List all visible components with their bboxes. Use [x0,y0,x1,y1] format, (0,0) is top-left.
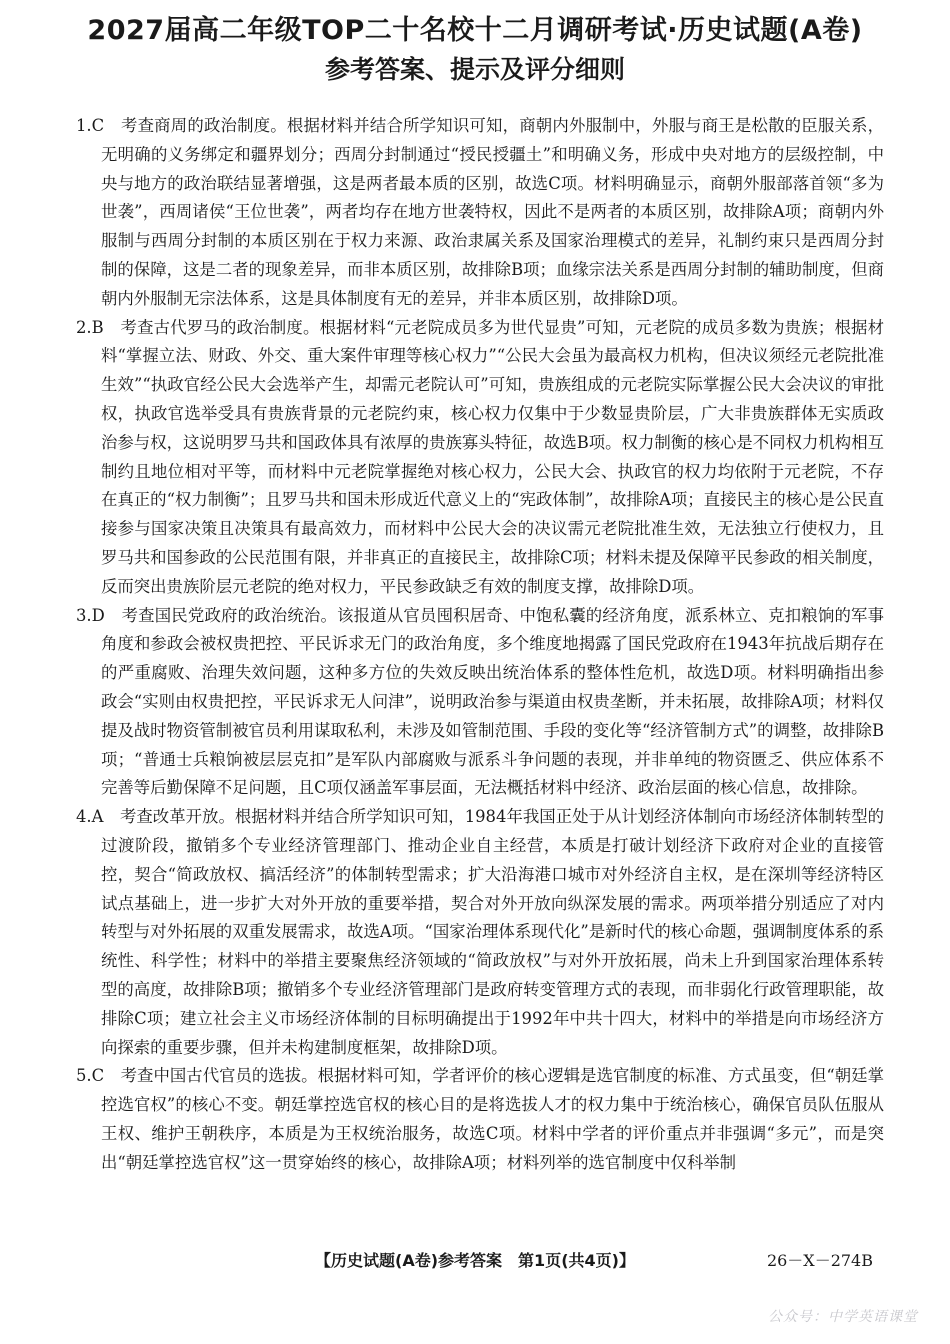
answer-topic: 考查改革开放。 [119,807,235,827]
answer-list [76,112,884,1177]
watermark: 公众号：中学英语课堂 [768,1309,918,1325]
answer-explanation: 根据材料并结合所学知识可知，商朝内外服制中，外服与商王是松散的臣服关系，无明确的义务绑定和疆界划分；西周分封制通过“授民授疆土”和明确义务，形成中央对地方的层级控制，中央与地方的政治联结显著增强，这是两者最本质的区别，故选C项。材料明确显示，商朝外服部落首领“多为世袭”，西周诸侯“王位世袭”，两者均存在地方世袭特权，因此不是两者的本质区别，故排除A项；商朝内外服制与西周分封制的本质区别在于权力来源、政治隶属关系及国家治理模式的差异，礼制约束只是西周分封制的保障，这是二者的现象差异，而非本质区别，故排除B项；血缘宗法关系是西周分封制的辅助制度，但商朝内外服制无宗法体系，这是具体制度有无的差异，并非本质区别，故排除D项。 [101,116,885,308]
answer-item-2 [76,314,884,602]
answer-explanation: 根据材料“元老院成员多为世代显贵”可知，元老院的成员多数为贵族；根据材料“掌握立法、财政、外交、重大案件审理等核心权力”“公民大会虽为最高权力机构，但决议须经元老院批准生效”“执政官经公民大会选举产生，却需元老院认可”可知，贵族组成的元老院实际掌握公民大会决议的审批权，执政官选举受具有贵族背景的元老院约束，核心权力仅集中于少数显贵阶层，广大非贵族群体无实质政治参与权，这说明罗马共和国政体具有浓厚的贵族寡头特征，故选B项。权力制衡的核心是不同权力机构相互制约且地位相对平等，而材料中元老院掌握绝对核心权力，公民大会、执政官的权力均依附于元老院，不存在真正的“权力制衡”；且罗马共和国未形成近代意义上的“宪政体制”，故排除A项；直接民主的核心是公民直接参与国家决策且决策具有最高效力，而材料中公民大会的决议需元老院批准生效，无法独立行使权力，且罗马共和国参政的公民范围有限，并非真正的直接民主，故排除C项；材料未提及保障平民参政的相关制度，反而突出贵族阶层元老院的绝对权力，平民参政缺乏有效的制度支撑，故排除D项。 [101,317,885,596]
answer-topic: 考查国民党政府的政治统治。 [121,605,338,625]
answer-item-4 [76,803,884,1062]
footer-exam-code: 26－X－274B [766,1251,873,1270]
answer-topic: 考查中国古代官员的选拔。 [120,1066,318,1086]
page-footer [0,1248,950,1276]
answer-explanation: 根据材料可知，学者评价的核心逻辑是选官制度的标准、方式虽变，但“朝廷掌控选官权”的核心不变。朝廷掌控选官权的核心目的是将选拔人才的权力集中于统治核心，确保官员队伍服从王权、维护王朝秩序，本质是为王权统治服务，故选C项。材料中学者的评价重点并非强调“多元”，而是突出“朝廷掌控选官权”这一贯穿始终的核心，故排除A项；材料列举的选官制度中仅科举制 [101,1066,884,1172]
answer-explanation: 该报道从官员囤积居奇、中饱私囊的经济角度，派系林立、克扣粮饷的军事角度和参政会被权贵把控、平民诉求无门的政治角度，多个维度地揭露了国民党政府在1943年抗战后期存在的严重腐败、治理失效问题，这种多方位的失效反映出统治体系的整体性危机，故选D项。材料明确指出参政会“实则由权贵把控，平民诉求无人问津”，说明政治参与渠道由权贵垄断，并未拓展，故排除A项；材料仅提及战时物资管制被官员利用谋取私利，未涉及如管制范围、手段的变化等“经济管制方式”的调整，故排除B项；“普通士兵粮饷被层层克扣”是军队内部腐败与派系斗争问题的表现，并非单纯的物资匮乏、供应体系不完善等后勤保障不足问题，且C项仅涵盖军事层面，无法概括材料中经济、政治层面的核心信息，故排除。 [101,605,885,798]
answer-item-5 [76,1062,884,1177]
answer-number: 3.D [76,605,105,625]
answer-number: 5.C [76,1066,105,1086]
answer-topic: 考查古代罗马的政治制度。 [120,317,320,337]
footer-page-info: 【历史试题(A卷)参考答案 第1页(共4页)】 [315,1251,635,1270]
answer-item-1 [76,112,884,314]
answer-number: 1.C [76,116,105,135]
answer-explanation: 根据材料并结合所学知识可知，1984年我国正处于从计划经济体制向市场经济体制转型的过渡阶段，撤销多个专业经济管理部门、推动企业自主经营，本质是打破计划经济下政府对企业的直接管控，契合“简政放权、搞活经济”的体制转型需求；扩大沿海港口城市对外经济自主权，是在深圳等经济特区试点基础上，进一步扩大对外开放的重要举措，契合对外开放向纵深发展的需求。两项举措分别适应了对内转型与对外拓展的双重发展需求，故选A项。“国家治理体系现代化”是新时代的核心命题，强调制度体系的系统性、科学性；材料中的举措主要聚焦经济领域的“简政放权”与对外开放拓展，尚未上升到国家治理体系转型的高度，故排除B项；撤销多个专业经济管理部门是政府转变管理方式的表现，而非弱化行政管理职能，故排除C项；建立社会主义市场经济体制的目标明确提出于1992年中共十四大，材料中的举措是向市场经济方向探索的重要步骤，但并未构建制度框架，故排除D项。 [101,807,885,1057]
answer-number: 2.B [76,317,104,337]
page-title: 2027届高二年级TOP二十名校十二月调研考试·历史试题(A卷) [87,15,863,46]
answer-topic: 考查商周的政治制度。 [120,116,287,135]
answer-item-3 [76,602,884,804]
answer-number: 4.A [76,807,104,827]
page-subtitle: 参考答案、提示及评分细则 [324,55,625,84]
